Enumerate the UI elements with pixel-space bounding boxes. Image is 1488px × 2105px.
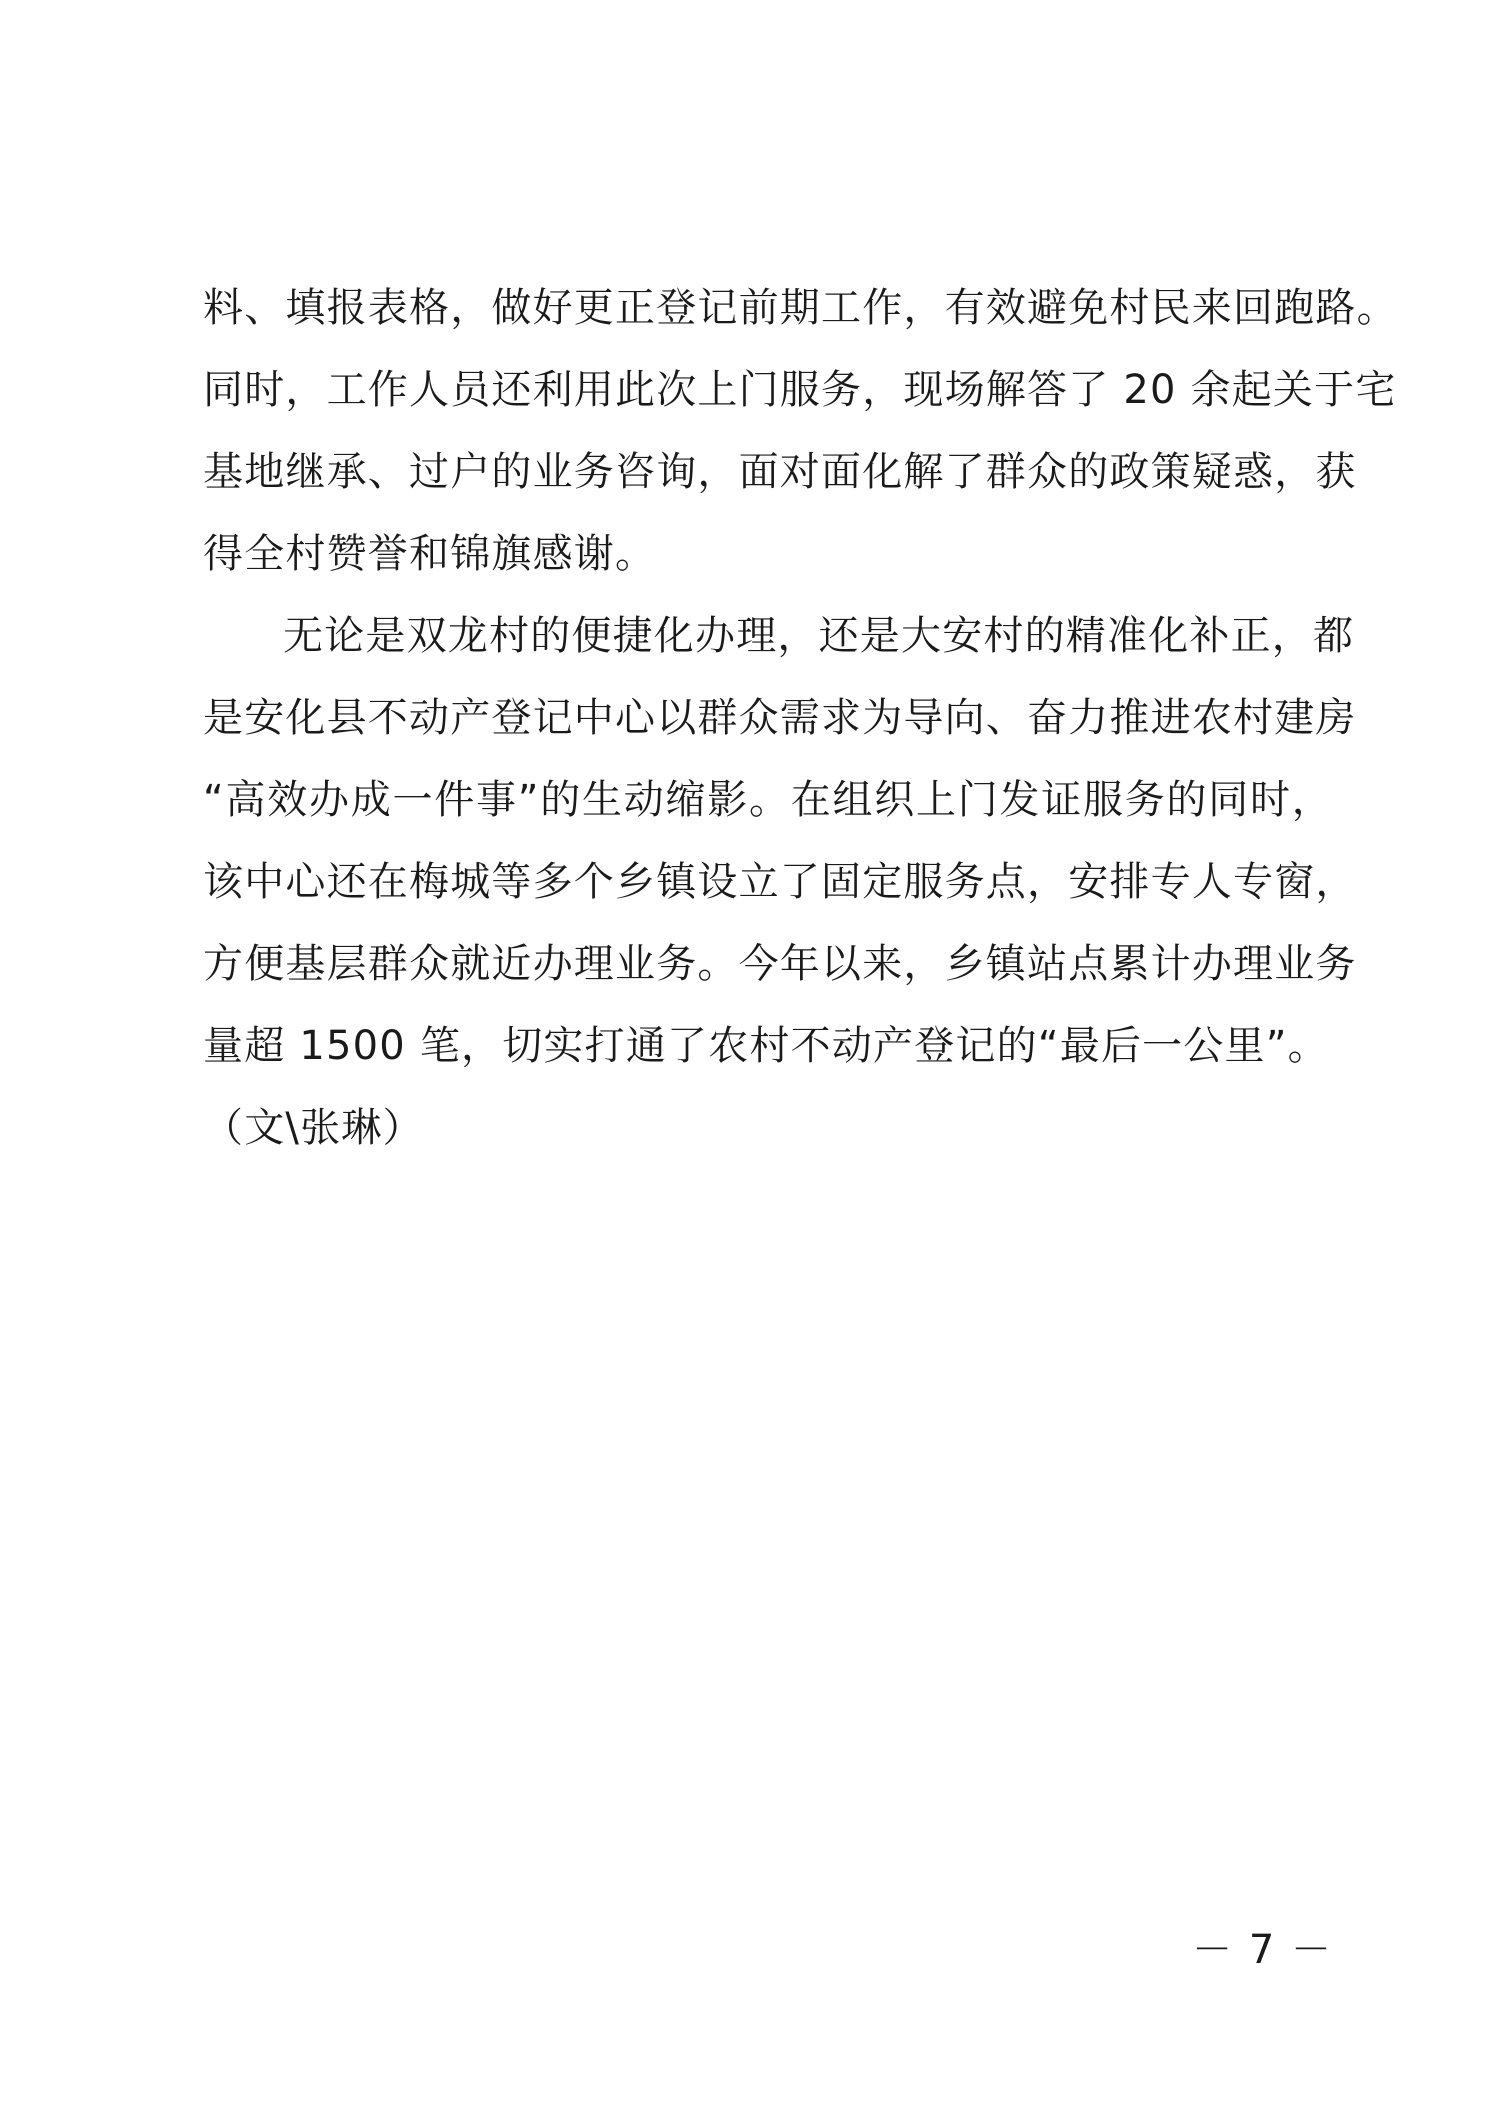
text-line: 该中心还在梅城等多个乡镇设立了固定服务点，安排专人专窗， [203, 859, 1357, 905]
text-line: 得全村赞誉和锦旗感谢。 [203, 531, 657, 577]
text-line: 量超 1500 笔，切实打通了农村不动产登记的“最后一公里”。 [203, 1023, 1329, 1069]
text-line: 无论是双龙村的便捷化办理，还是大安村的精准化补正，都 [283, 613, 1355, 659]
paragraph-2 [203, 605, 1357, 1097]
text-line: 方便基层群众就近办理业务。今年以来，乡镇站点累计办理业务 [203, 941, 1357, 987]
author-byline: （文\张琳） [203, 1105, 424, 1151]
text-line: “高效办成一件事”的生动缩影。在组织上门发证服务的同时， [203, 777, 1333, 823]
text-line: 基地继承、过户的业务咨询，面对面化解了群众的政策疑惑，获 [203, 449, 1357, 495]
article-body [203, 277, 1398, 1179]
page-number: － 7 － [1192, 1927, 1333, 1973]
text-line: 是安化县不动产登记中心以群众需求为导向、奋力推进农村建房 [203, 695, 1357, 741]
text-line: 料、填报表格，做好更正登记前期工作，有效避免村民来回跑路。 [203, 285, 1398, 331]
paragraph-1 [203, 277, 1398, 605]
text-line: 同时，工作人员还利用此次上门服务，现场解答了 20 余起关于宅 [203, 367, 1397, 413]
